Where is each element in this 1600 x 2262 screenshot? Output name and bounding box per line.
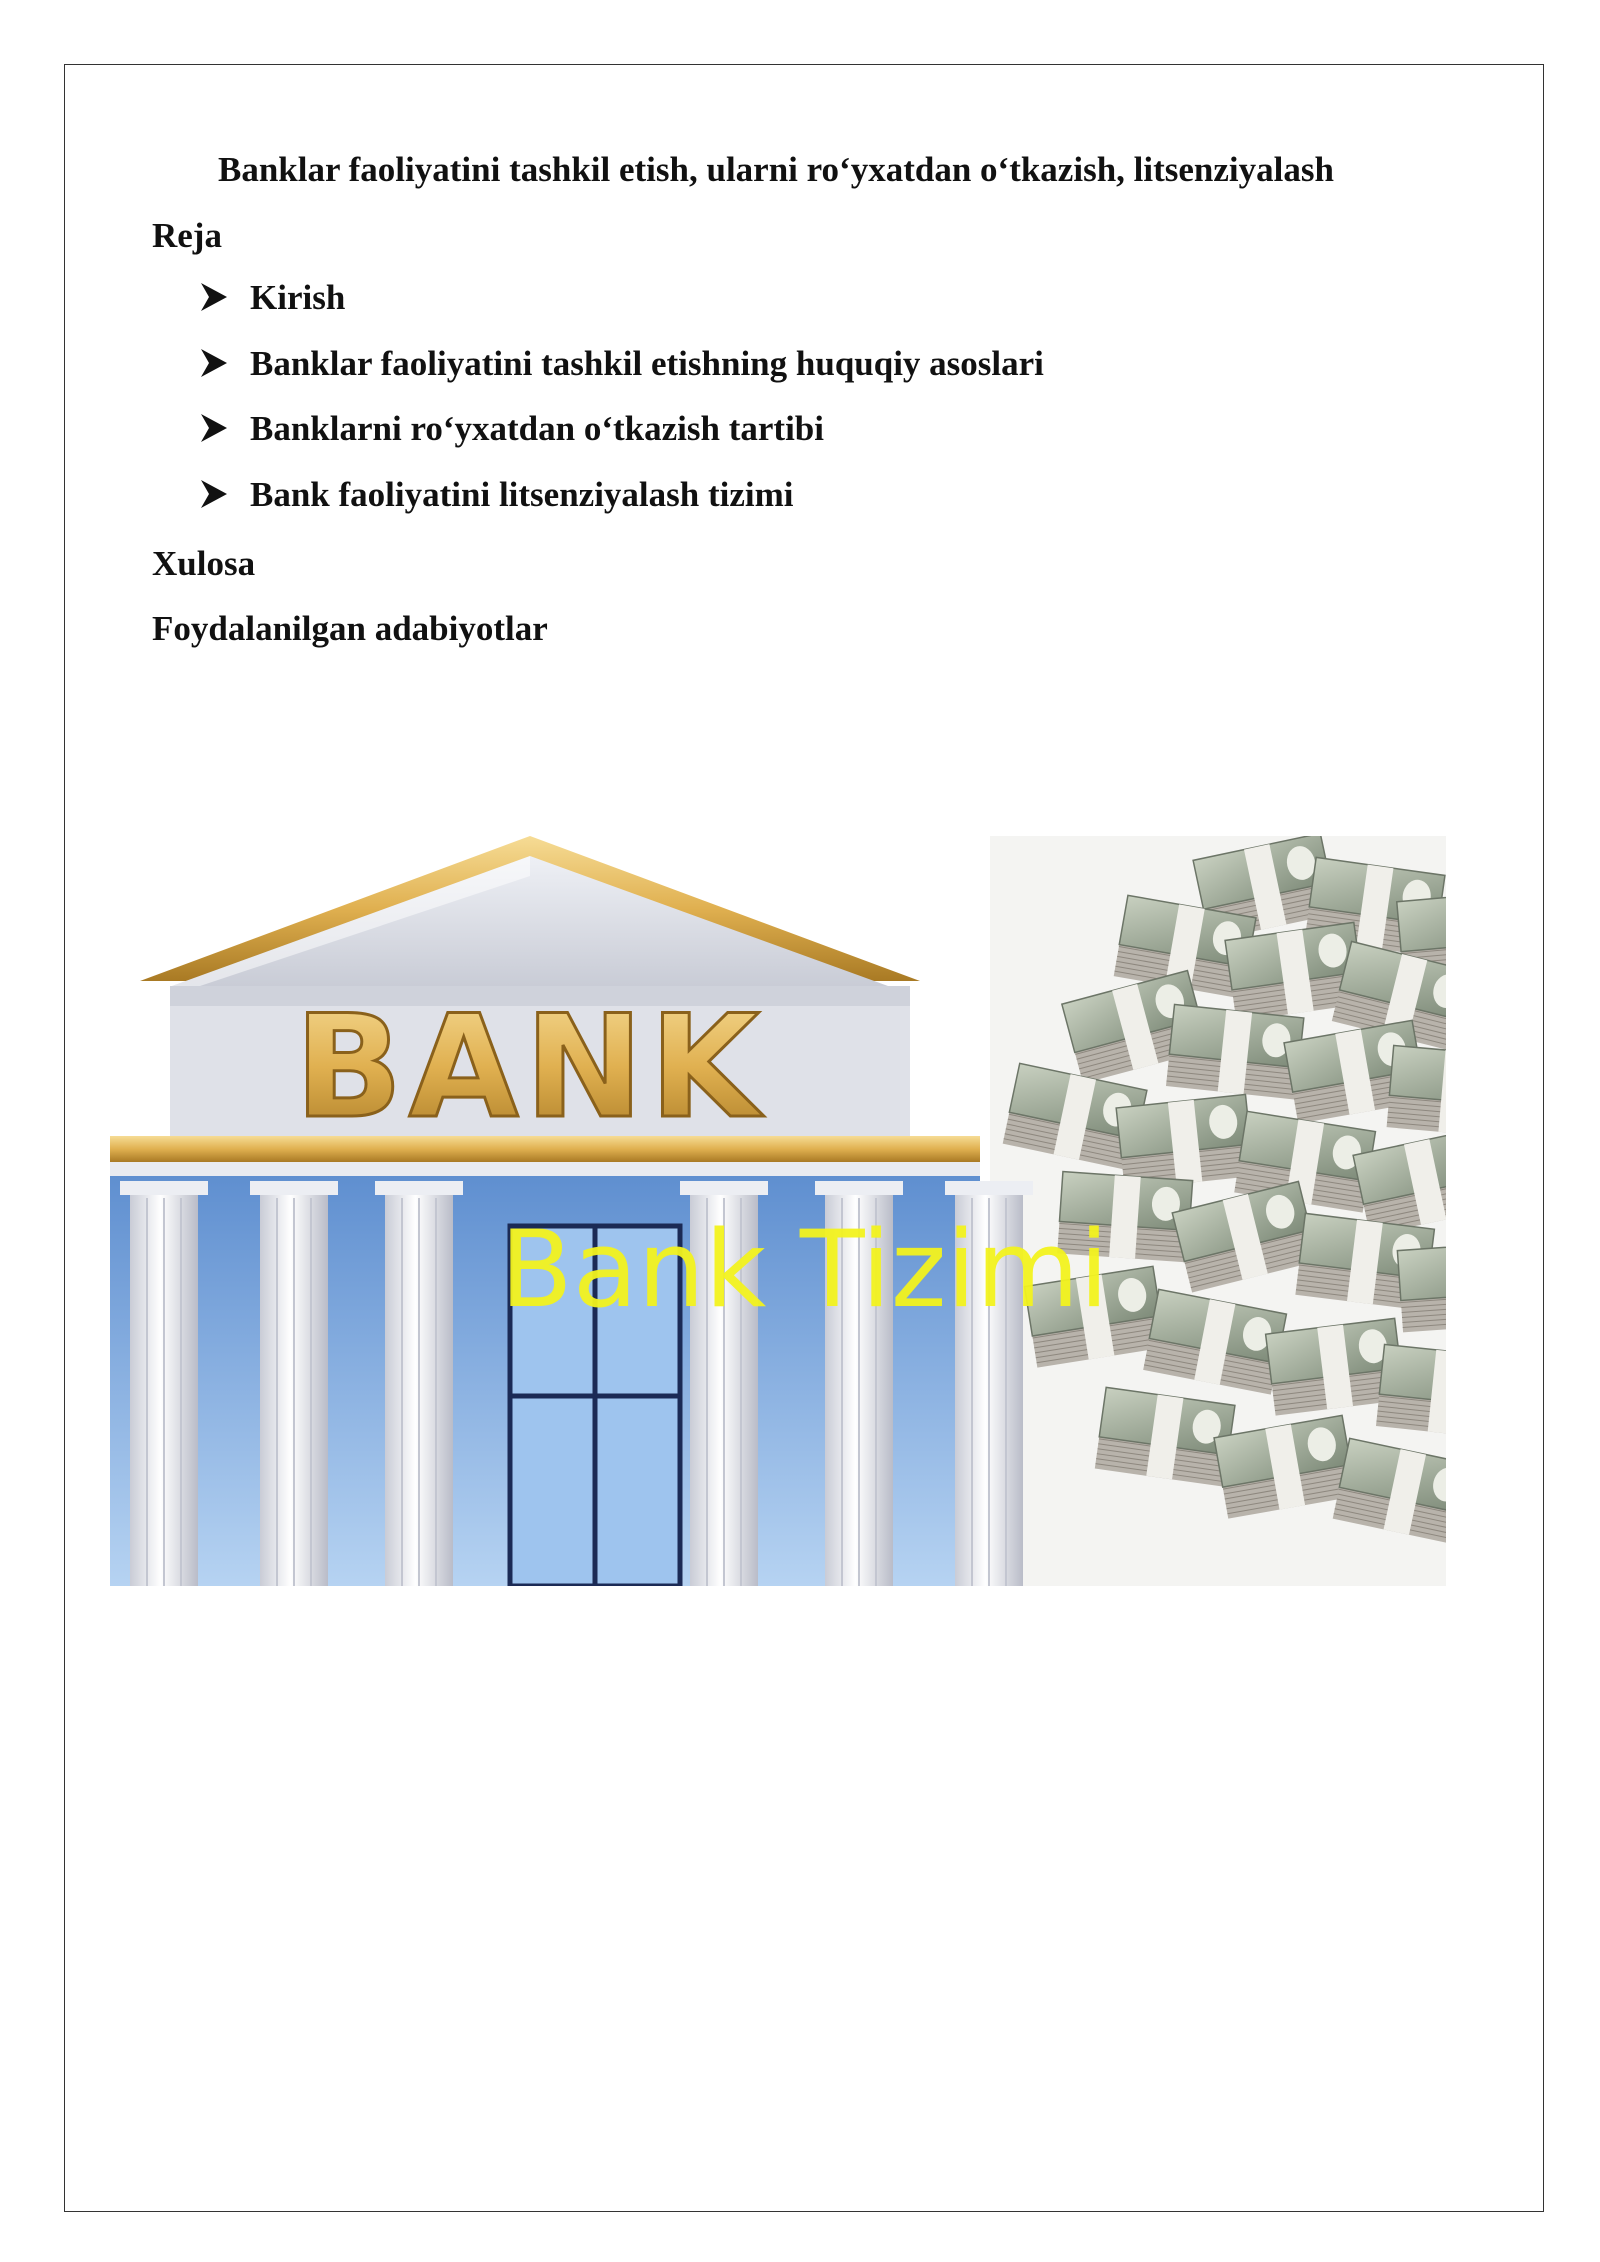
arrow-bullet-icon <box>200 479 228 509</box>
arrow-bullet-icon <box>200 348 228 378</box>
references-heading: Foydalanilgan adabiyotlar <box>152 609 548 648</box>
plan-item-label: Banklar faoliyatini tashkil etishning huquqiy asoslari <box>250 343 1044 383</box>
plan-item-licensing <box>200 475 1044 541</box>
bank-tizimi-caption: Bank Tizimi <box>500 1208 1109 1331</box>
plan-item-label: Kirish <box>250 278 346 317</box>
arrow-bullet-icon <box>200 413 228 443</box>
plan-heading: Reja <box>152 216 222 255</box>
arrow-bullet-icon <box>200 282 228 312</box>
bank-illustration <box>110 836 1446 1586</box>
plan-item-introduction <box>200 278 1044 344</box>
plan-item-label: Banklarni ro‘yxatdan o‘tkazish tartibi <box>250 409 824 448</box>
plan-item-legal-basis <box>200 344 1044 410</box>
plan-item-label: Bank faoliyatini litsenziyalash tizimi <box>250 474 794 514</box>
conclusion-heading: Xulosa <box>152 544 256 583</box>
bank-illustration-svg <box>110 836 1446 1586</box>
plan-item-registration <box>200 409 1044 475</box>
bank-sign-text: BANK <box>294 985 766 1150</box>
plan-list <box>200 278 1044 540</box>
document-title: Banklar faoliyatini tashkil etish, ularni ro‘yxatdan o‘tkazish, litsenziyalash <box>218 150 1334 189</box>
